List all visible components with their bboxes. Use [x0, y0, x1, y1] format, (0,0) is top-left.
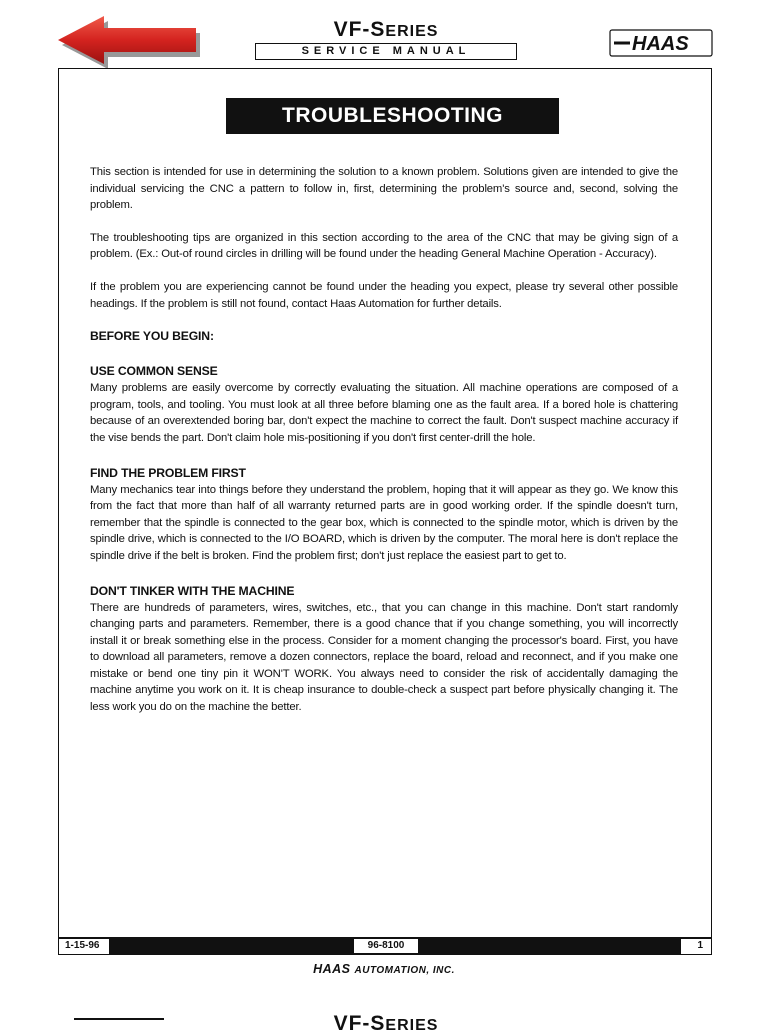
section-title: TROUBLESHOOTING	[226, 98, 559, 134]
before-you-begin-heading: BEFORE YOU BEGIN:	[90, 329, 214, 344]
intro-paragraph: If the problem you are experiencing cannot be found under the heading you expect, please try several other possible headings. If the problem is still not found, contact Haas Automation for further details.	[90, 280, 678, 310]
footer-page-number: 1	[697, 940, 703, 951]
series-title: VF-SERIES	[333, 18, 439, 41]
section-heading: DON'T TINKER WITH THE MACHINE	[90, 583, 295, 598]
next-page-series-title: VF-SERIES	[333, 1012, 439, 1035]
section-body: Many problems are easily overcome by correctly evaluating the situation. All machine operations are composed of a program, tools, and tooling. You must look at all three before blaming one as the fault area. If a bored hole is chattering because of an overextended boring bar, don't expect the machine to correct the fault. Don't suspect machine accuracy if the vise bends the part. Don't claim hole mis-positioning if you don't first center-drill the hole.	[90, 382, 678, 444]
footer-date: 1-15-96	[65, 940, 100, 951]
intro-paragraph: This section is intended for use in determining the solution to a known problem. Solutions given are intended to give the individual servicing the CNC a pattern to follow in, first, determining the problem's source and, second, solving the problem.	[90, 166, 678, 212]
back-arrow-icon[interactable]	[54, 16, 200, 70]
haas-logo	[608, 28, 714, 58]
section-heading: FIND THE PROBLEM FIRST	[90, 465, 246, 480]
section-body: There are hundreds of parameters, wires, switches, etc., that you can change in this machine. Don't start randomly changing parts and parameters. Remember, there is a good chance that if you change something, you will incorrectly install it or break something else in the process. Consider for a moment changing the processor's board. First, you have to download all parameters, remove a dozen connectors, replace the board, reload and reconnect, and if you make one mistake or bend one tiny pin it WON'T WORK. You always need to consider the risk of accidentally damaging the machine anytime you work on it. It is cheap insurance to double-check a suspect part before physically changing it. The less work you do on the machine the better.	[90, 601, 678, 714]
intro-paragraph: The troubleshooting tips are organized in this section according to the area of the CNC that may be giving sign of a problem. (Ex.: Out-of round circles in drilling will be found under the heading General Machine Operation - Accuracy).	[90, 231, 678, 261]
document-body	[90, 164, 678, 730]
svg-text:HAAS: HAAS	[632, 33, 689, 55]
footer-company: HAAS AUTOMATION, INC.	[313, 962, 455, 976]
footer-doc-number: 96-8100	[354, 939, 418, 953]
service-manual-label: SERVICE MANUAL	[255, 43, 517, 60]
section-body: Many mechanics tear into things before they understand the problem, hoping that it will appear as they go. We know this from the fact that more than half of all warranty returned parts are in good working order. If the spindle doesn't turn, remember that the spindle is connected to the gear box, which is connected to the spindle motor, which is driven by the spindle drive, which is connected to the I/O BOARD, which is driven by the computer. The moral here is don't replace the spindle drive if the belt is broken. Find the problem first; don't just replace the easiest part to get to.	[90, 483, 678, 562]
next-page-rule	[74, 1018, 164, 1020]
section-heading: USE COMMON SENSE	[90, 364, 218, 379]
footer-bar	[58, 938, 712, 955]
